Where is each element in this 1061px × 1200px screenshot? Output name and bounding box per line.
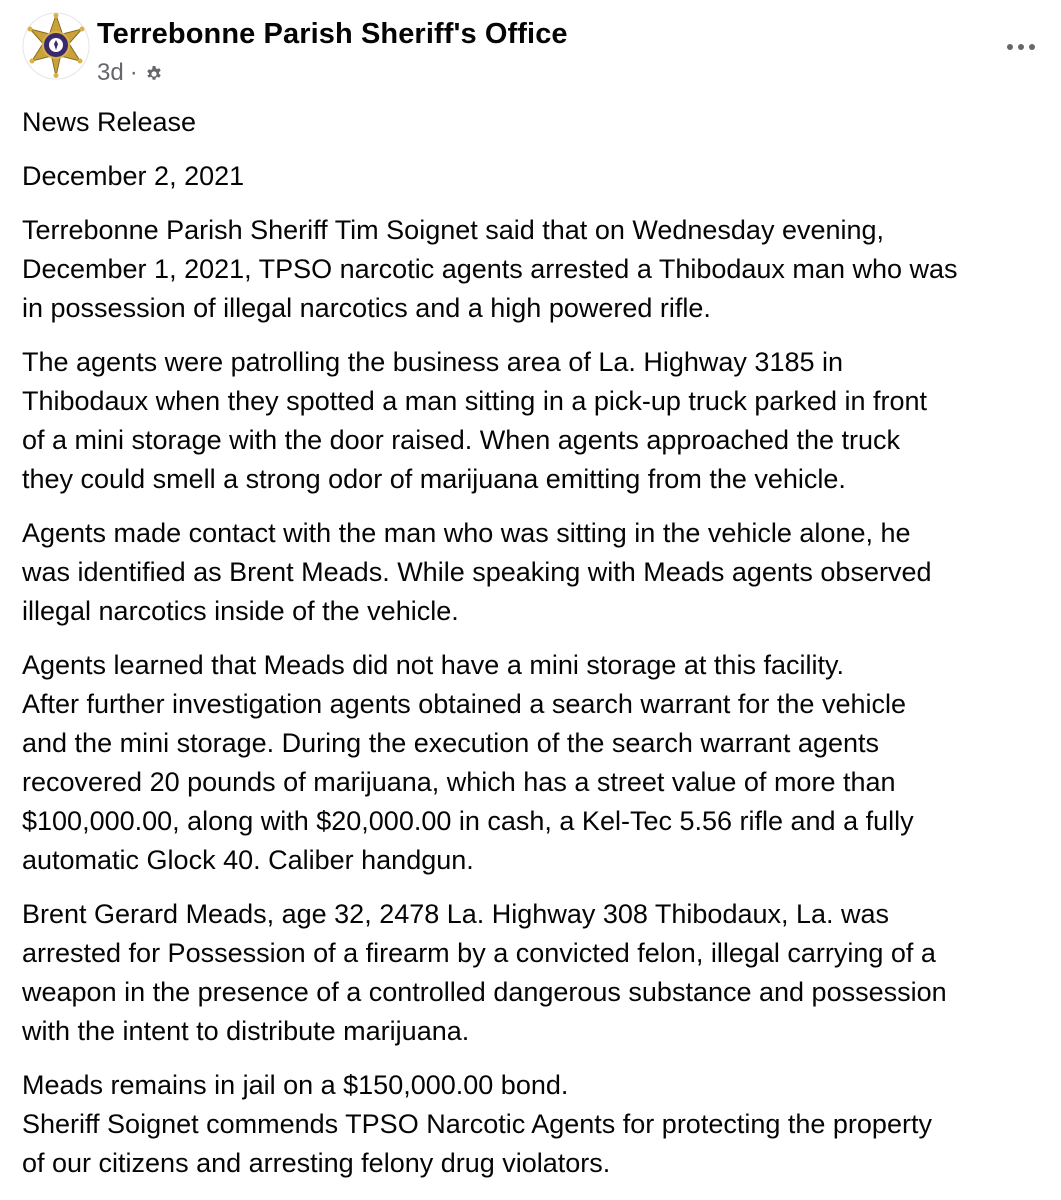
paragraph-search: Agents learned that Meads did not have a mini storage at this facility. After further investigation agents obtained a search warrant for the vehicle and the mini storage. During the execution of the search warrant agents recovered 20 pounds of marijuana, which has a street value of more than $100,000.00, along with $20,000.00 in cash, a Kel-Tec 5.56 rifle and a fully automatic Glock 40. Caliber handgun. [22,650,914,875]
post-body [22,103,1042,1198]
paragraph-arrest: Brent Gerard Meads, age 32, 2478 La. Highway 308 Thibodaux, La. was arrested for Possession of a firearm by a convicted felon, illegal carrying of a weapon in the presence of a controlled dangerous substance and possession with the intent to distribute marijuana. [22,899,947,1046]
sheriff-star-badge-icon [22,12,90,80]
page-name-link[interactable]: Terrebonne Parish Sheriff's Office [97,18,568,50]
avatar[interactable] [22,12,90,80]
paragraph-heading: News Release [22,107,197,137]
paragraph-intro: Terrebonne Parish Sheriff Tim Soignet said that on Wednesday evening, December 1, 2021, TPSO narcotic agents arrested a Thibodaux man who was in possession of illegal narcotics and a high powered rifle. [22,215,958,323]
more-options-button[interactable] [1001,32,1041,62]
post-timestamp[interactable]: 3d [97,59,124,86]
paragraph-patrol: The agents were patrolling the business area of La. Highway 3185 in Thibodaux when they spotted a man sitting in a pick-up truck parked in front of a mini storage with the door raised. When agents approached the truck they could smell a strong odor of marijuana emitting from the vehicle. [22,347,928,494]
paragraph-date: December 2, 2021 [22,161,245,191]
meta-separator: · [129,59,138,86]
paragraph-contact: Agents made contact with the man who was sitting in the vehicle alone, he was identified as Brent Meads. While speaking with Meads agents observed illegal narcotics inside of the vehicle. [22,518,932,626]
post-meta [97,59,164,87]
gear-icon[interactable] [144,63,164,83]
more-options-icon [1006,43,1036,51]
post-header [22,12,1041,92]
paragraph-bond: Meads remains in jail on a $150,000.00 bond. Sheriff Soignet commends TPSO Narcotic Agents for protecting the property of our citizens and arresting felony drug violators. [22,1070,932,1178]
